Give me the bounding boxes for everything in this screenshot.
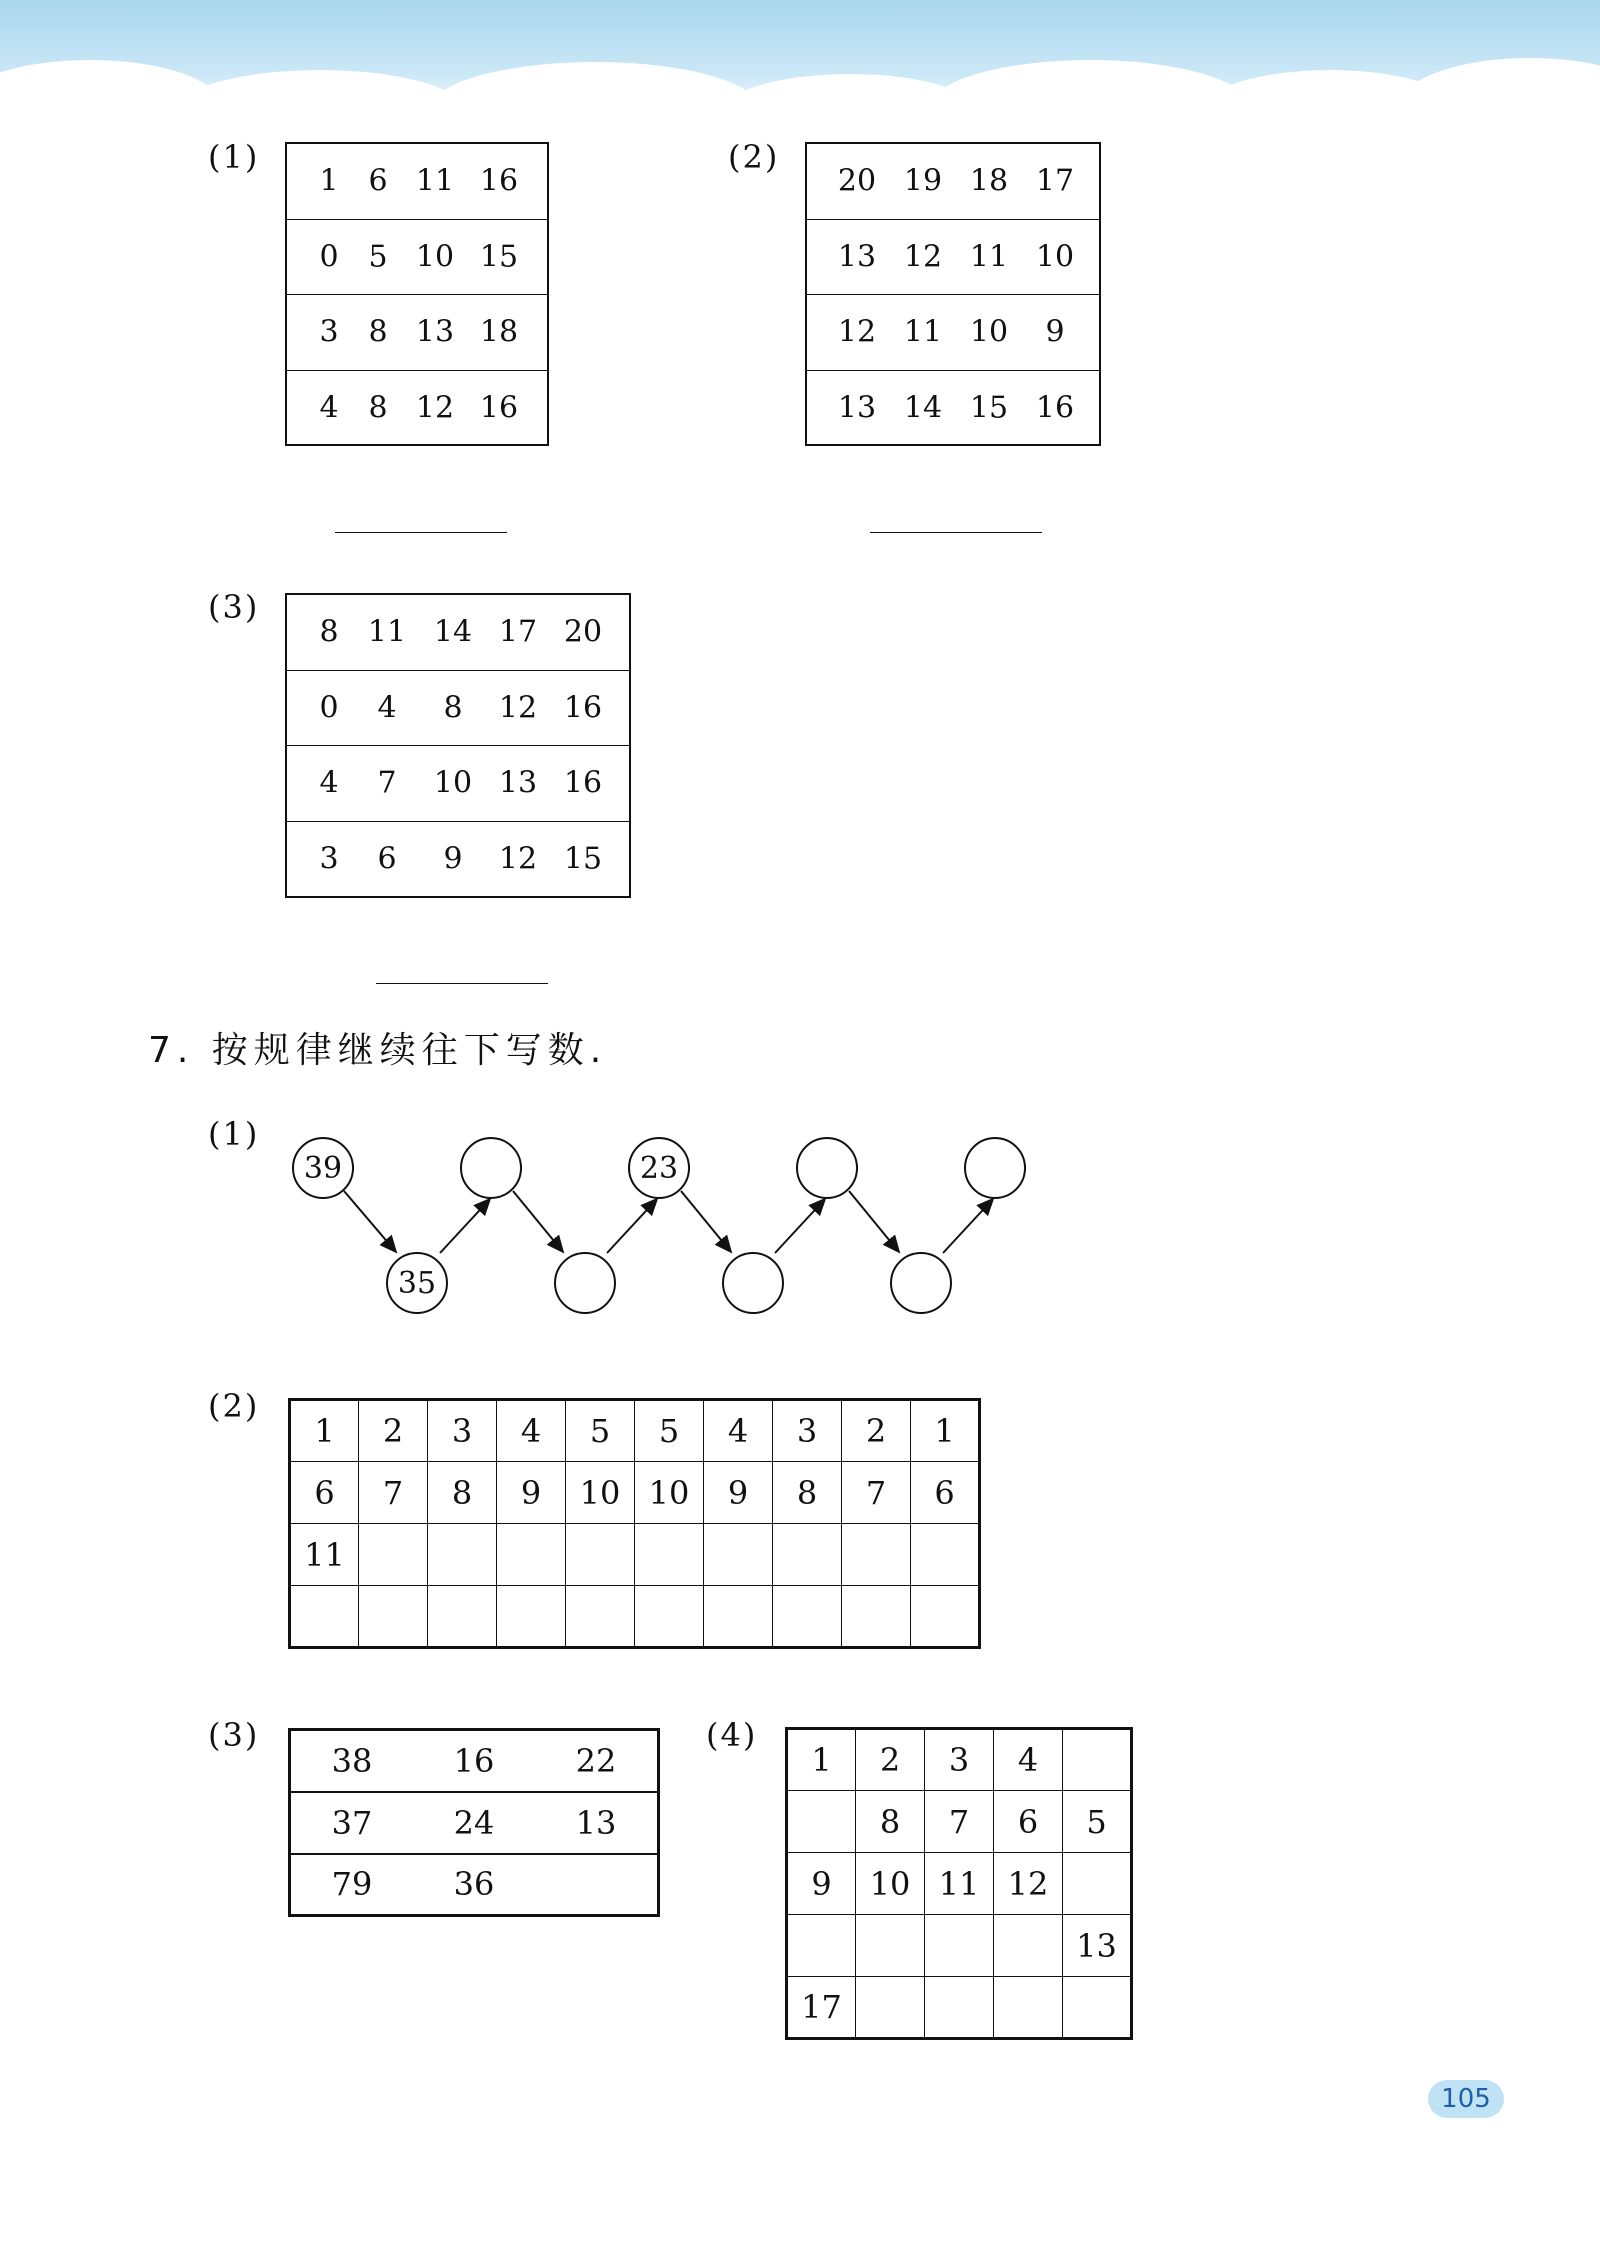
question-7-title: 7. 按规律继续往下写数. <box>148 1030 608 1071</box>
grid-number: 19 <box>903 163 943 199</box>
table-cell-blank[interactable] <box>359 1524 428 1586</box>
table-cell: 6 <box>290 1462 359 1524</box>
number-circle: 23 <box>628 1137 690 1199</box>
table-cell: 4 <box>704 1400 773 1462</box>
grid-number: 11 <box>367 614 407 650</box>
table-cell: 7 <box>359 1462 428 1524</box>
number-circle: 35 <box>386 1252 448 1314</box>
table-cell-blank[interactable] <box>428 1586 497 1648</box>
number-circle-blank[interactable] <box>796 1137 858 1199</box>
grid-number: 20 <box>563 614 603 650</box>
table-row <box>787 1915 1132 1977</box>
table-cell: 10 <box>856 1853 925 1915</box>
table-cell-blank[interactable] <box>428 1524 497 1586</box>
number-circle-blank[interactable] <box>890 1252 952 1314</box>
pattern-table-3 <box>288 1728 660 1917</box>
item-label: (1) <box>208 1115 260 1153</box>
table-cell-blank[interactable] <box>856 1915 925 1977</box>
grid-number: 16 <box>1035 390 1075 426</box>
grid-number: 5 <box>368 239 388 275</box>
table-cell: 10 <box>566 1462 635 1524</box>
table-cell-blank[interactable] <box>566 1524 635 1586</box>
number-circle: 39 <box>292 1137 354 1199</box>
table-cell-blank[interactable] <box>497 1524 566 1586</box>
grid-number: 8 <box>368 314 388 350</box>
table-cell: 9 <box>497 1462 566 1524</box>
table-cell: 1 <box>787 1729 856 1791</box>
grid-number: 0 <box>319 690 339 726</box>
grid-number: 14 <box>903 390 943 426</box>
grid-number: 11 <box>969 239 1009 275</box>
table-cell: 2 <box>359 1400 428 1462</box>
grid-number: 12 <box>498 690 538 726</box>
table-cell: 38 <box>290 1730 414 1792</box>
table-cell-blank[interactable] <box>773 1524 842 1586</box>
arrow-up <box>943 1199 993 1253</box>
table-cell-blank[interactable] <box>497 1586 566 1648</box>
table-cell: 2 <box>842 1400 911 1462</box>
table-cell: 16 <box>413 1730 535 1792</box>
table-cell: 3 <box>428 1400 497 1462</box>
table-row <box>290 1400 980 1462</box>
grid-number: 11 <box>415 163 455 199</box>
grid-number: 1 <box>319 163 339 199</box>
table-cell: 5 <box>566 1400 635 1462</box>
number-circle-blank[interactable] <box>460 1137 522 1199</box>
table-cell-blank[interactable] <box>911 1586 980 1648</box>
table-cell: 6 <box>994 1791 1063 1853</box>
table-row <box>290 1524 980 1586</box>
grid-number: 3 <box>319 841 339 877</box>
table-cell-blank[interactable] <box>1063 1729 1132 1791</box>
grid-number: 14 <box>433 614 473 650</box>
grid-number: 7 <box>377 765 397 801</box>
table-cell-blank[interactable] <box>635 1586 704 1648</box>
grid-number: 8 <box>443 690 463 726</box>
table-cell: 6 <box>911 1462 980 1524</box>
table-cell-blank[interactable] <box>787 1915 856 1977</box>
table-cell: 3 <box>925 1729 994 1791</box>
table-cell: 7 <box>842 1462 911 1524</box>
grid-number: 12 <box>498 841 538 877</box>
arrow-down <box>513 1191 563 1252</box>
table-cell: 4 <box>497 1400 566 1462</box>
table-cell: 1 <box>290 1400 359 1462</box>
item-label: (2) <box>208 1387 260 1425</box>
grid-number: 16 <box>563 690 603 726</box>
table-cell-blank[interactable] <box>535 1854 659 1916</box>
table-row <box>787 1977 1132 2039</box>
grid-number: 6 <box>377 841 397 877</box>
table-cell: 1 <box>911 1400 980 1462</box>
table-cell-blank[interactable] <box>359 1586 428 1648</box>
table-cell-blank[interactable] <box>635 1524 704 1586</box>
grid-number: 8 <box>368 390 388 426</box>
grid-number: 10 <box>969 314 1009 350</box>
pattern-table-4 <box>785 1727 1133 2040</box>
grid-number: 13 <box>498 765 538 801</box>
table-cell: 3 <box>773 1400 842 1462</box>
grid-number: 12 <box>903 239 943 275</box>
table-cell-blank[interactable] <box>566 1586 635 1648</box>
table-cell: 9 <box>704 1462 773 1524</box>
table-cell: 5 <box>635 1400 704 1462</box>
grid-number: 17 <box>498 614 538 650</box>
grid-number: 10 <box>1035 239 1075 275</box>
table-row <box>787 1853 1132 1915</box>
number-circle-blank[interactable] <box>554 1252 616 1314</box>
table-cell: 11 <box>290 1524 359 1586</box>
grid-number: 6 <box>368 163 388 199</box>
item-label: (2) <box>728 138 780 176</box>
table-row <box>787 1791 1132 1853</box>
table-cell-blank[interactable] <box>994 1977 1063 2039</box>
grid-number: 12 <box>415 390 455 426</box>
table-cell: 24 <box>413 1792 535 1854</box>
grid-number: 15 <box>969 390 1009 426</box>
grid-number: 4 <box>319 390 339 426</box>
table-cell: 17 <box>787 1977 856 2039</box>
grid-number: 13 <box>837 239 877 275</box>
grid-number: 10 <box>415 239 455 275</box>
grid-number: 0 <box>319 239 339 275</box>
number-circle-blank[interactable] <box>964 1137 1026 1199</box>
item-label: (3) <box>208 588 260 626</box>
arrow-up <box>440 1199 490 1253</box>
grid-number: 18 <box>479 314 519 350</box>
table-cell: 8 <box>773 1462 842 1524</box>
table-cell: 10 <box>635 1462 704 1524</box>
grid-number: 15 <box>563 841 603 877</box>
table-cell-blank[interactable] <box>911 1524 980 1586</box>
number-circle-blank[interactable] <box>722 1252 784 1314</box>
table-cell-blank[interactable] <box>773 1586 842 1648</box>
grid-number: 13 <box>415 314 455 350</box>
item-label: (3) <box>208 1716 260 1754</box>
grid-number: 12 <box>837 314 877 350</box>
grid-number: 3 <box>319 314 339 350</box>
grid-number: 9 <box>443 841 463 877</box>
table-cell-blank[interactable] <box>842 1586 911 1648</box>
grid-number: 4 <box>319 765 339 801</box>
grid-number: 16 <box>479 163 519 199</box>
table-row <box>787 1729 1132 1791</box>
table-cell: 4 <box>994 1729 1063 1791</box>
table-cell: 5 <box>1063 1791 1132 1853</box>
table-cell-blank[interactable] <box>704 1524 773 1586</box>
table-cell: 12 <box>994 1853 1063 1915</box>
table-row <box>290 1586 980 1648</box>
page-number-badge: 105 <box>1428 2080 1504 2118</box>
table-cell-blank[interactable] <box>925 1915 994 1977</box>
grid-number: 11 <box>903 314 943 350</box>
arrow-up <box>775 1199 825 1253</box>
table-cell: 11 <box>925 1853 994 1915</box>
table-cell: 37 <box>290 1792 414 1854</box>
table-cell: 8 <box>428 1462 497 1524</box>
grid-number: 15 <box>479 239 519 275</box>
table-cell: 2 <box>856 1729 925 1791</box>
table-cell: 79 <box>331 1865 373 1904</box>
grid-number: 20 <box>837 163 877 199</box>
table-cell: 13 <box>1063 1915 1132 1977</box>
table-cell: 36 <box>453 1865 495 1904</box>
grid-number: 18 <box>969 163 1009 199</box>
table-cell: 7 <box>925 1791 994 1853</box>
arrow-up <box>607 1199 657 1253</box>
grid-number: 8 <box>319 614 339 650</box>
grid-number: 16 <box>479 390 519 426</box>
table-cell-blank[interactable] <box>290 1586 359 1648</box>
arrow-down <box>849 1191 899 1252</box>
arrow-down <box>681 1191 731 1252</box>
table-cell-blank[interactable] <box>994 1915 1063 1977</box>
table-cell: 9 <box>787 1853 856 1915</box>
table-cell-blank[interactable] <box>1063 1853 1132 1915</box>
grid-number: 17 <box>1035 163 1075 199</box>
table-cell: 22 <box>535 1730 659 1792</box>
table-cell-blank[interactable] <box>842 1524 911 1586</box>
table-row <box>290 1462 980 1524</box>
grid-number: 16 <box>563 765 603 801</box>
table-cell-blank[interactable] <box>1063 1977 1132 2039</box>
table-cell-blank[interactable] <box>856 1977 925 2039</box>
grid-number: 13 <box>837 390 877 426</box>
pattern-table-2 <box>288 1398 981 1649</box>
grid-number: 10 <box>433 765 473 801</box>
grid-number: 9 <box>1045 314 1065 350</box>
table-cell-blank[interactable] <box>704 1586 773 1648</box>
table-cell: 8 <box>856 1791 925 1853</box>
table-cell: 13 <box>535 1792 659 1854</box>
arrow-down <box>344 1191 396 1252</box>
table-cell-blank[interactable] <box>925 1977 994 2039</box>
item-label: (1) <box>208 138 260 176</box>
grid-number: 4 <box>377 690 397 726</box>
item-label: (4) <box>706 1716 758 1754</box>
table-cell-blank[interactable] <box>787 1791 856 1853</box>
